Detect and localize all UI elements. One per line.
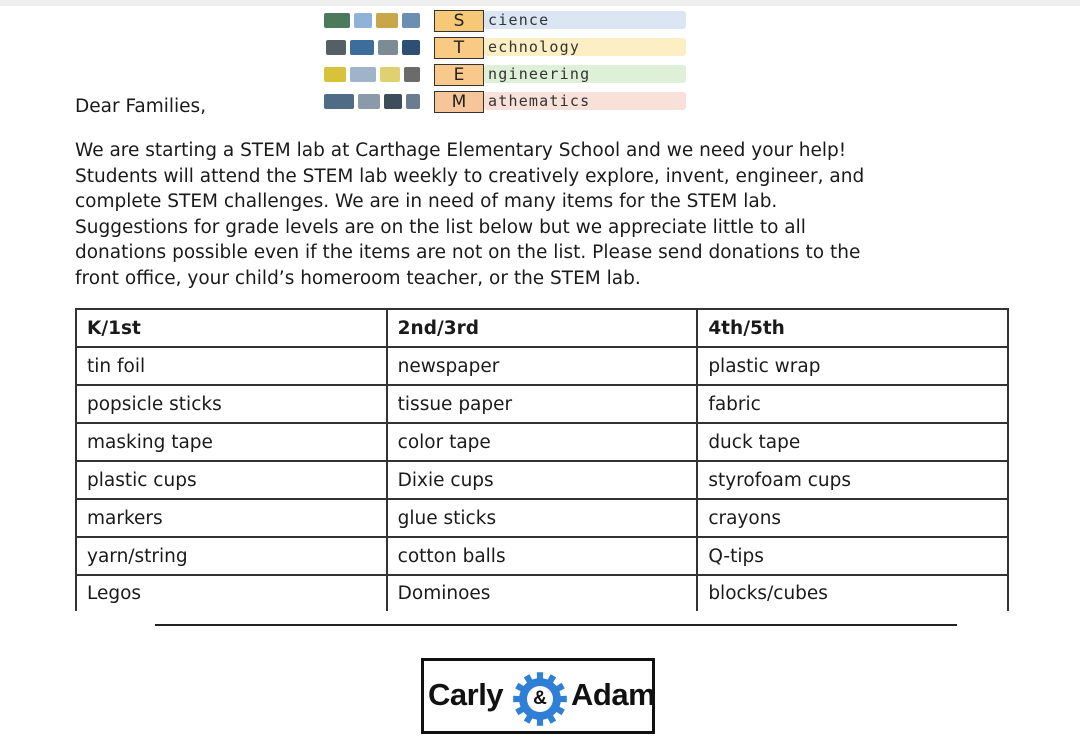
stem-row-science: [322, 10, 687, 32]
table-cell: crayons: [697, 499, 1008, 537]
table-cell: plastic cups: [76, 461, 387, 499]
stem-letter-t: T: [434, 37, 484, 59]
carly-and-adam-logo: [421, 658, 655, 734]
gear-icon: [512, 671, 568, 727]
table-cell: glue sticks: [387, 499, 698, 537]
table-cell: tissue paper: [387, 385, 698, 423]
table-cell: Q-tips: [697, 537, 1008, 575]
column-header-4th-5th: 4th/5th: [697, 309, 1008, 347]
table-cut-line: [155, 624, 957, 626]
intro-line: complete STEM challenges. We are in need of many items for the STEM lab.: [75, 191, 778, 213]
stem-word-technology: echnology: [484, 38, 686, 56]
intro-line: front office, your child’s homeroom teacher, or the STEM lab.: [75, 267, 641, 289]
table-cell: Legos: [76, 575, 387, 611]
stem-letter-m: M: [434, 91, 484, 113]
table-header-row: [76, 309, 1008, 347]
table-cell: Dominoes: [387, 575, 698, 611]
intro-line: We are starting a STEM lab at Carthage Elementary School and we need your help!: [75, 140, 847, 161]
brand-ampersand: &: [533, 688, 547, 709]
brand-left-text: Carly: [428, 677, 504, 712]
table-cell: popsicle sticks: [76, 385, 387, 423]
table-cell: Dixie cups: [387, 461, 698, 499]
intro-line: donations possible even if the items are not on the list. Please send donations to the: [75, 242, 861, 264]
stem-row-engineering: [322, 64, 687, 86]
table-cell: tin foil: [76, 347, 387, 385]
column-header-k-1st: K/1st: [76, 309, 387, 347]
column-header-2nd-3rd: 2nd/3rd: [387, 309, 698, 347]
table-row: [76, 461, 1008, 499]
supply-table: [75, 308, 1009, 611]
stem-row-technology: [322, 37, 687, 59]
engineering-picture-strip: [322, 64, 422, 86]
stem-letter-e: E: [434, 64, 484, 86]
table-row: [76, 499, 1008, 537]
table-cell: styrofoam cups: [697, 461, 1008, 499]
table-cell: cotton balls: [387, 537, 698, 575]
letter-greeting: Dear Families,: [75, 96, 207, 117]
stem-word-engineering: ngineering: [484, 65, 686, 83]
science-picture-strip: [322, 10, 422, 32]
stem-row-mathematics: [322, 91, 687, 113]
table-row: [76, 423, 1008, 461]
table-cell: markers: [76, 499, 387, 537]
table-cell: fabric: [697, 385, 1008, 423]
top-bar: [0, 0, 1080, 6]
table-cell: yarn/string: [76, 537, 387, 575]
table-row: [76, 347, 1008, 385]
brand-right-text: Adam: [571, 677, 656, 712]
table-cell: color tape: [387, 423, 698, 461]
table-cell: blocks/cubes: [697, 575, 1008, 611]
technology-picture-strip: [322, 37, 422, 59]
stem-word-mathematics: athematics: [484, 92, 686, 110]
stem-header: [322, 10, 687, 114]
table-row: [76, 537, 1008, 575]
intro-line: Suggestions for grade levels are on the list below but we appreciate little to all: [75, 216, 806, 238]
table-cell: newspaper: [387, 347, 698, 385]
table-cell: masking tape: [76, 423, 387, 461]
stem-letter-s: S: [434, 10, 484, 32]
table-cell: duck tape: [697, 423, 1008, 461]
letter-intro: [75, 138, 1015, 292]
table-cell: plastic wrap: [697, 347, 1008, 385]
stem-word-science: cience: [484, 11, 686, 29]
table-row: [76, 385, 1008, 423]
table-row: [76, 575, 1008, 611]
mathematics-picture-strip: [322, 91, 422, 113]
intro-line: Students will attend the STEM lab weekly to creatively explore, invent, engineer, and: [75, 165, 865, 187]
